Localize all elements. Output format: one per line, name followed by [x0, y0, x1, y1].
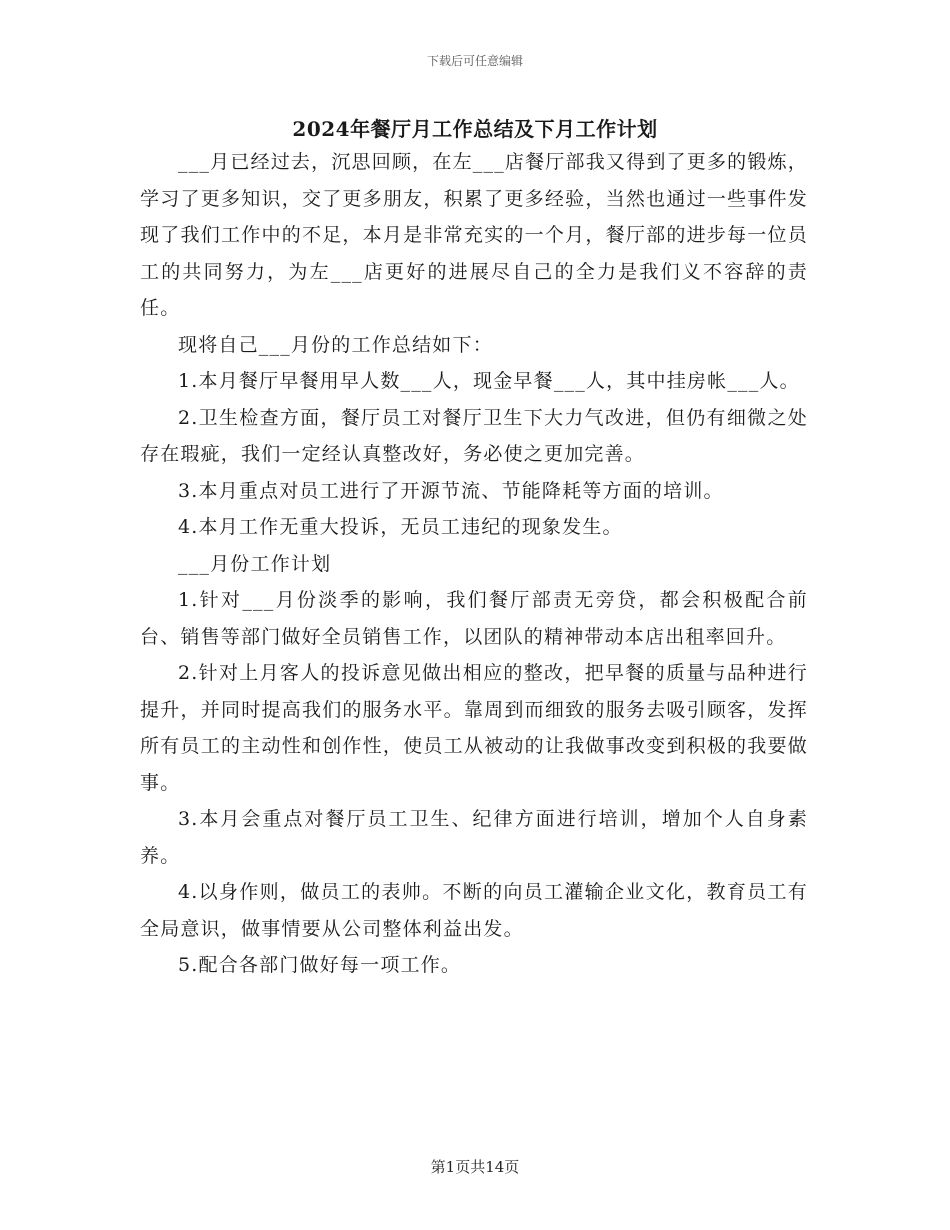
summary-item-2: 2.卫生检查方面，餐厅员工对餐厅卫生下大力气改进，但仍有细微之处存在瑕疵，我们一定经认真整改好，务必使之更加完善。	[140, 406, 808, 465]
summary-item-4: 4.本月工作无重大投诉，无员工违纪的现象发生。	[178, 516, 623, 538]
plan-item-1: 1.针对___月份淡季的影响，我们餐厅部责无旁贷，都会积极配合前台、销售等部门做好全员销售工作，以团队的精神带动本店出租率回升。	[140, 589, 808, 648]
document-title: 2024年餐厅月工作总结及下月工作计划	[292, 117, 658, 141]
page-header-note: 下载后可任意编辑	[426, 54, 523, 68]
plan-item-4: 4.以身作则，做员工的表帅。不断的向员工灌输企业文化，教育员工有全局意识，做事情要从公司整体利益出发。	[140, 881, 808, 940]
plan-item-2: 2.针对上月客人的投诉意见做出相应的整改，把早餐的质量与品种进行提升，并同时提高我们的服务水平。靠周到而细致的服务去吸引顾客，发挥所有员工的主动性和创作性，使员工从被动的让我做事改变到积极的我要做事。	[140, 662, 808, 794]
summary-item-3: 3.本月重点对员工进行了开源节流、节能降耗等方面的培训。	[178, 479, 724, 502]
paragraph-intro: ___月已经过去，沉思回顾，在左___店餐厅部我又得到了更多的锻炼，学习了更多知识，交了更多朋友，积累了更多经验，当然也通过一些事件发现了我们工作中的不足，本月是非常充实的一个月，餐厅部的进步每一位员工的共同努力，为左___店更好的进展尽自己的全力是我们义不容辞的责任。	[140, 151, 808, 319]
page-number: 第1页共14页	[430, 1158, 520, 1176]
document-body	[140, 144, 808, 984]
plan-item-5: 5.配合各部门做好每一项工作。	[178, 954, 462, 976]
paragraph-summary-lead: 现将自己___月份的工作总结如下：	[178, 333, 493, 356]
plan-item-3: 3.本月会重点对餐厅员工卫生、纪律方面进行培训，增加个人自身素养。	[140, 808, 808, 867]
plan-heading: ___月份工作计划	[178, 552, 332, 575]
summary-item-1: 1.本月餐厅早餐用早人数___人，现金早餐___人，其中挂房帐___人。	[178, 370, 800, 392]
